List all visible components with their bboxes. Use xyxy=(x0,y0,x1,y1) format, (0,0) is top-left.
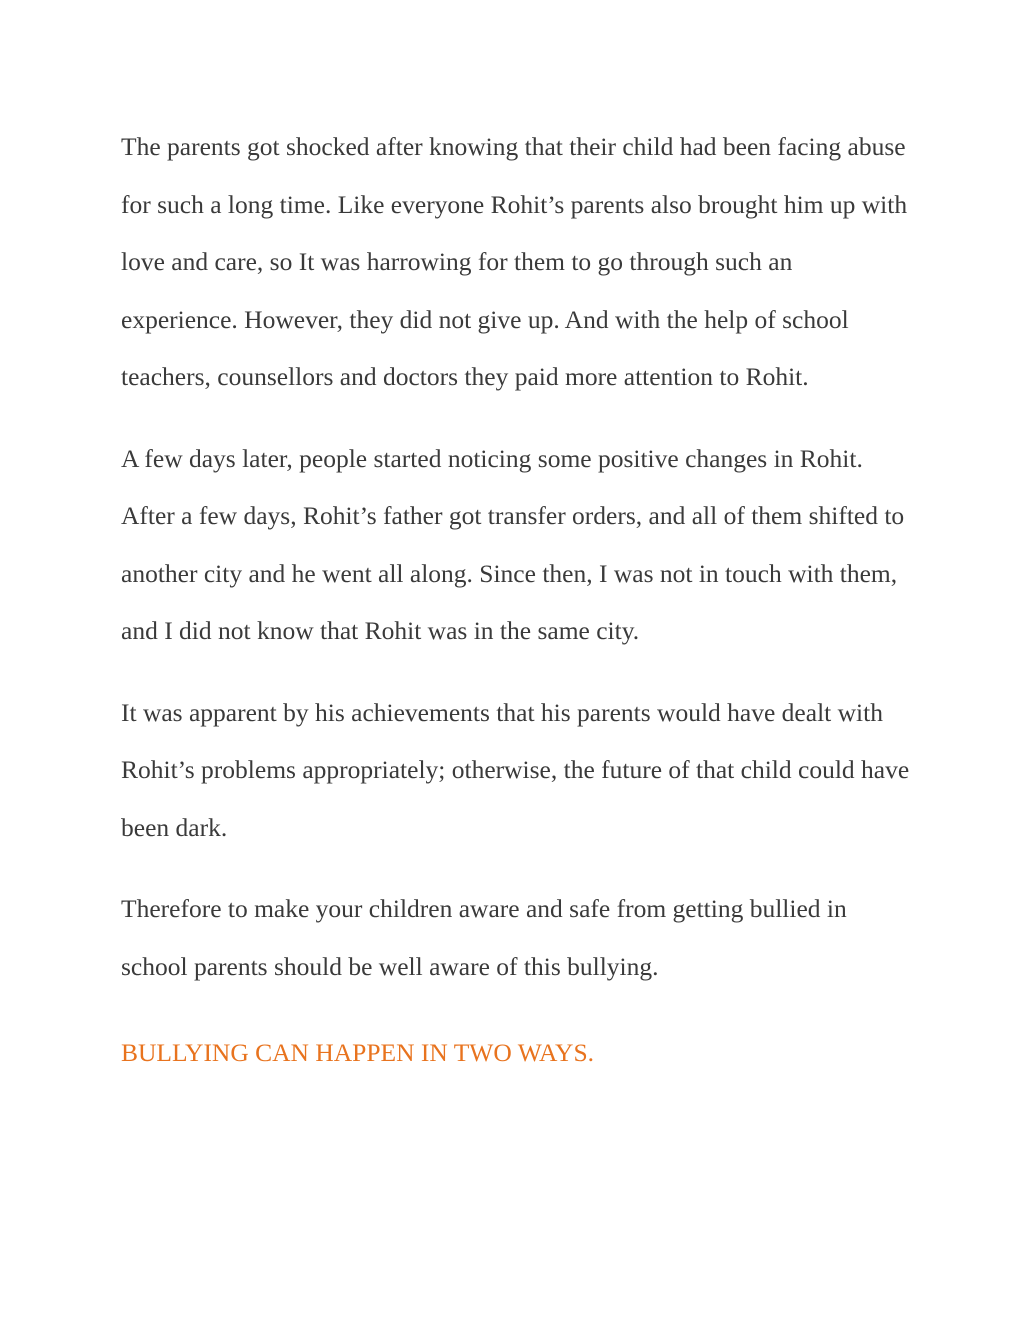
document-body xyxy=(121,118,911,1073)
paragraph-parents-shocked: The parents got shocked after knowing that their child had been facing abuse for such a long time. Like everyone Rohit’s parents also brought him up with love and care, so It was harrowing for them to go through such an experience. However, they did not give up. And with the help of school teachers, counsellors and doctors they paid more attention to Rohit. xyxy=(121,132,908,391)
section-heading: BULLYING CAN HAPPEN IN TWO WAYS. xyxy=(121,1038,594,1067)
paragraph-positive-changes: A few days later, people started noticing some positive changes in Rohit. After a few days, Rohit’s father got transfer orders, and all of them shifted to another city and he went all along. Since then, I was not in touch with them, and I did not know that Rohit was in the same city. xyxy=(121,443,905,645)
paragraph-conclusion: Therefore to make your children aware and safe from getting bullied in school parents should be well aware of this bullying. xyxy=(121,894,847,981)
paragraph-achievements: It was apparent by his achievements that his parents would have dealt with Rohit’s problems appropriately; otherwise, the future of that child could have been dark. xyxy=(121,697,910,842)
